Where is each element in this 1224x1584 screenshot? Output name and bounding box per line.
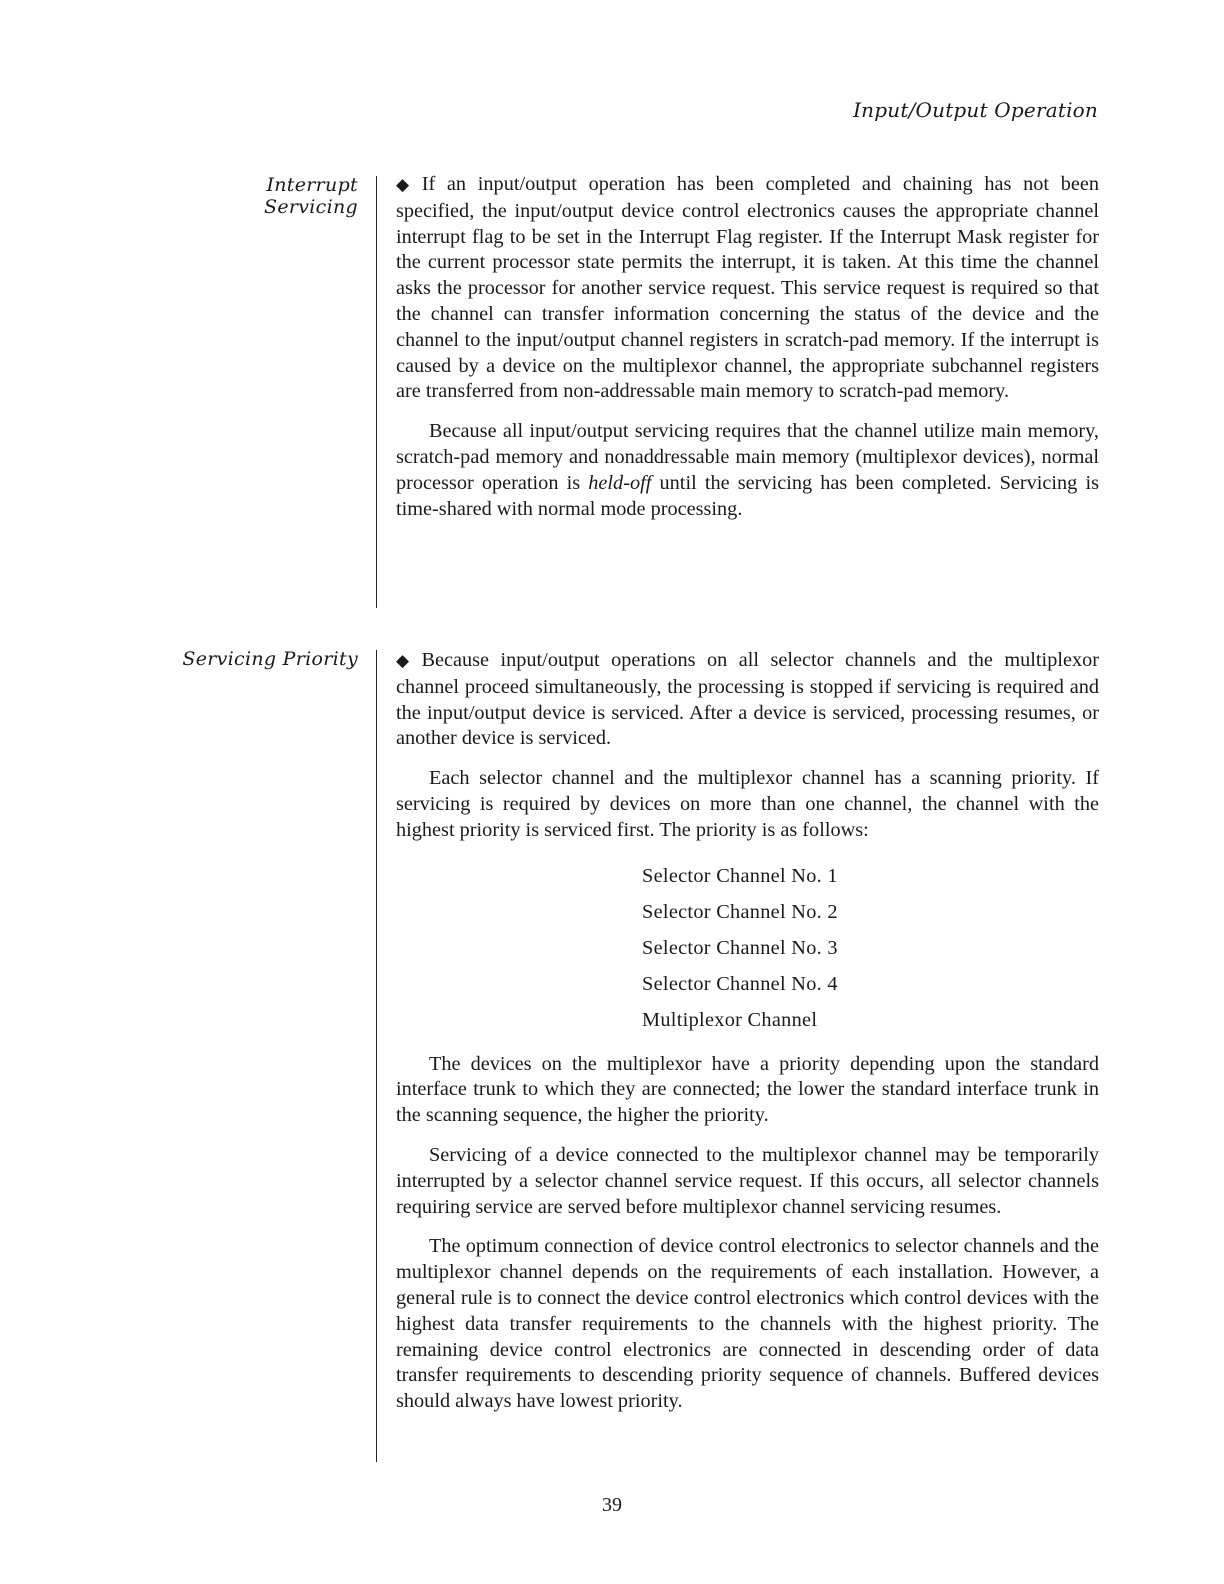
list-item: Selector Channel No. 2 — [642, 900, 838, 923]
emphasis-held-off: held-off — [588, 471, 652, 494]
paragraph: ◆ Because input/output operations on all selector channels and the multiplexor channel proceed simultaneously, the processing is stopped if servicing is required and the input/output device is serviced. After a device is serviced, processing resumes, or another device is serviced. — [396, 649, 1100, 750]
side-heading-interrupt-servicing: Interrupt Servicing — [264, 174, 358, 218]
paragraph: Each selector channel and the multiplexor channel has a scanning priority. If servicing is required by devices on more than one channel, the channel with the highest priority is serviced first. The priority is as follows: — [396, 767, 1099, 841]
diamond-bullet-icon: ◆ — [396, 651, 416, 671]
list-item: Selector Channel No. 3 — [642, 936, 838, 959]
margin-rule-servicing-priority — [376, 650, 377, 1462]
section-interrupt-servicing — [396, 172, 1099, 536]
list-item: Selector Channel No. 4 — [642, 972, 838, 995]
margin-rule-interrupt-servicing — [376, 176, 377, 608]
paragraph: The optimum connection of device control electronics to selector channels and the multiplexor channel depends on the requirements of each installation. However, a general rule is to connect the device control electronics which control devices with the highest data transfer requirements to the channels with the highest priority. The remaining device control electronics are connected in descending order of data transfer requirements to descending priority sequence of channels. Buffered devices should always have lowest priority. — [396, 1235, 1099, 1413]
side-heading-servicing-priority: Servicing Priority — [182, 648, 358, 670]
diamond-bullet-icon: ◆ — [396, 175, 416, 195]
section-servicing-priority — [396, 648, 1099, 1429]
list-item: Selector Channel No. 1 — [642, 864, 838, 887]
paragraph: Servicing of a device connected to the multiplexor channel may be temporarily interrupted by a selector channel service request. If this occurs, all selector channels requiring service are served before multiplexor channel servicing resumes. — [396, 1143, 1099, 1218]
running-head: Input/Output Operation — [853, 98, 1098, 122]
list-item: Multiplexor Channel — [642, 1008, 818, 1031]
paragraph: Because all input/output servicing requires that the channel utilize main memory, scratch-pad memory and nonaddressable main memory (multiplexor devices), normal processor operation is held-off until the servicing has been completed. Servicing is time-shared with normal mode processing. — [396, 420, 1099, 520]
paragraph: The devices on the multiplexor have a priority depending upon the standard interface trunk to which they are connected; the lower the standard interface trunk in the scanning sequence, the higher the priority. — [396, 1052, 1099, 1127]
priority-list — [642, 858, 1099, 1038]
paragraph: ◆ If an input/output operation has been completed and chaining has not been specified, the input/output device control electronics causes the appropriate channel interrupt flag to be set in the Interrupt Flag register. If the Interrupt Mask register for the current processor state permits the interrupt, it is taken. At this time the channel asks the processor for another service request. This service request is required so that the channel can transfer information concerning the status of the device and the channel to the input/output channel registers in scratch-pad memory. If the interrupt is caused by a device on the multiplexor channel, the appropriate subchannel registers are transferred from non-addressable main memory to scratch-pad memory. — [396, 173, 1099, 403]
page-number: 39 — [602, 1494, 622, 1516]
